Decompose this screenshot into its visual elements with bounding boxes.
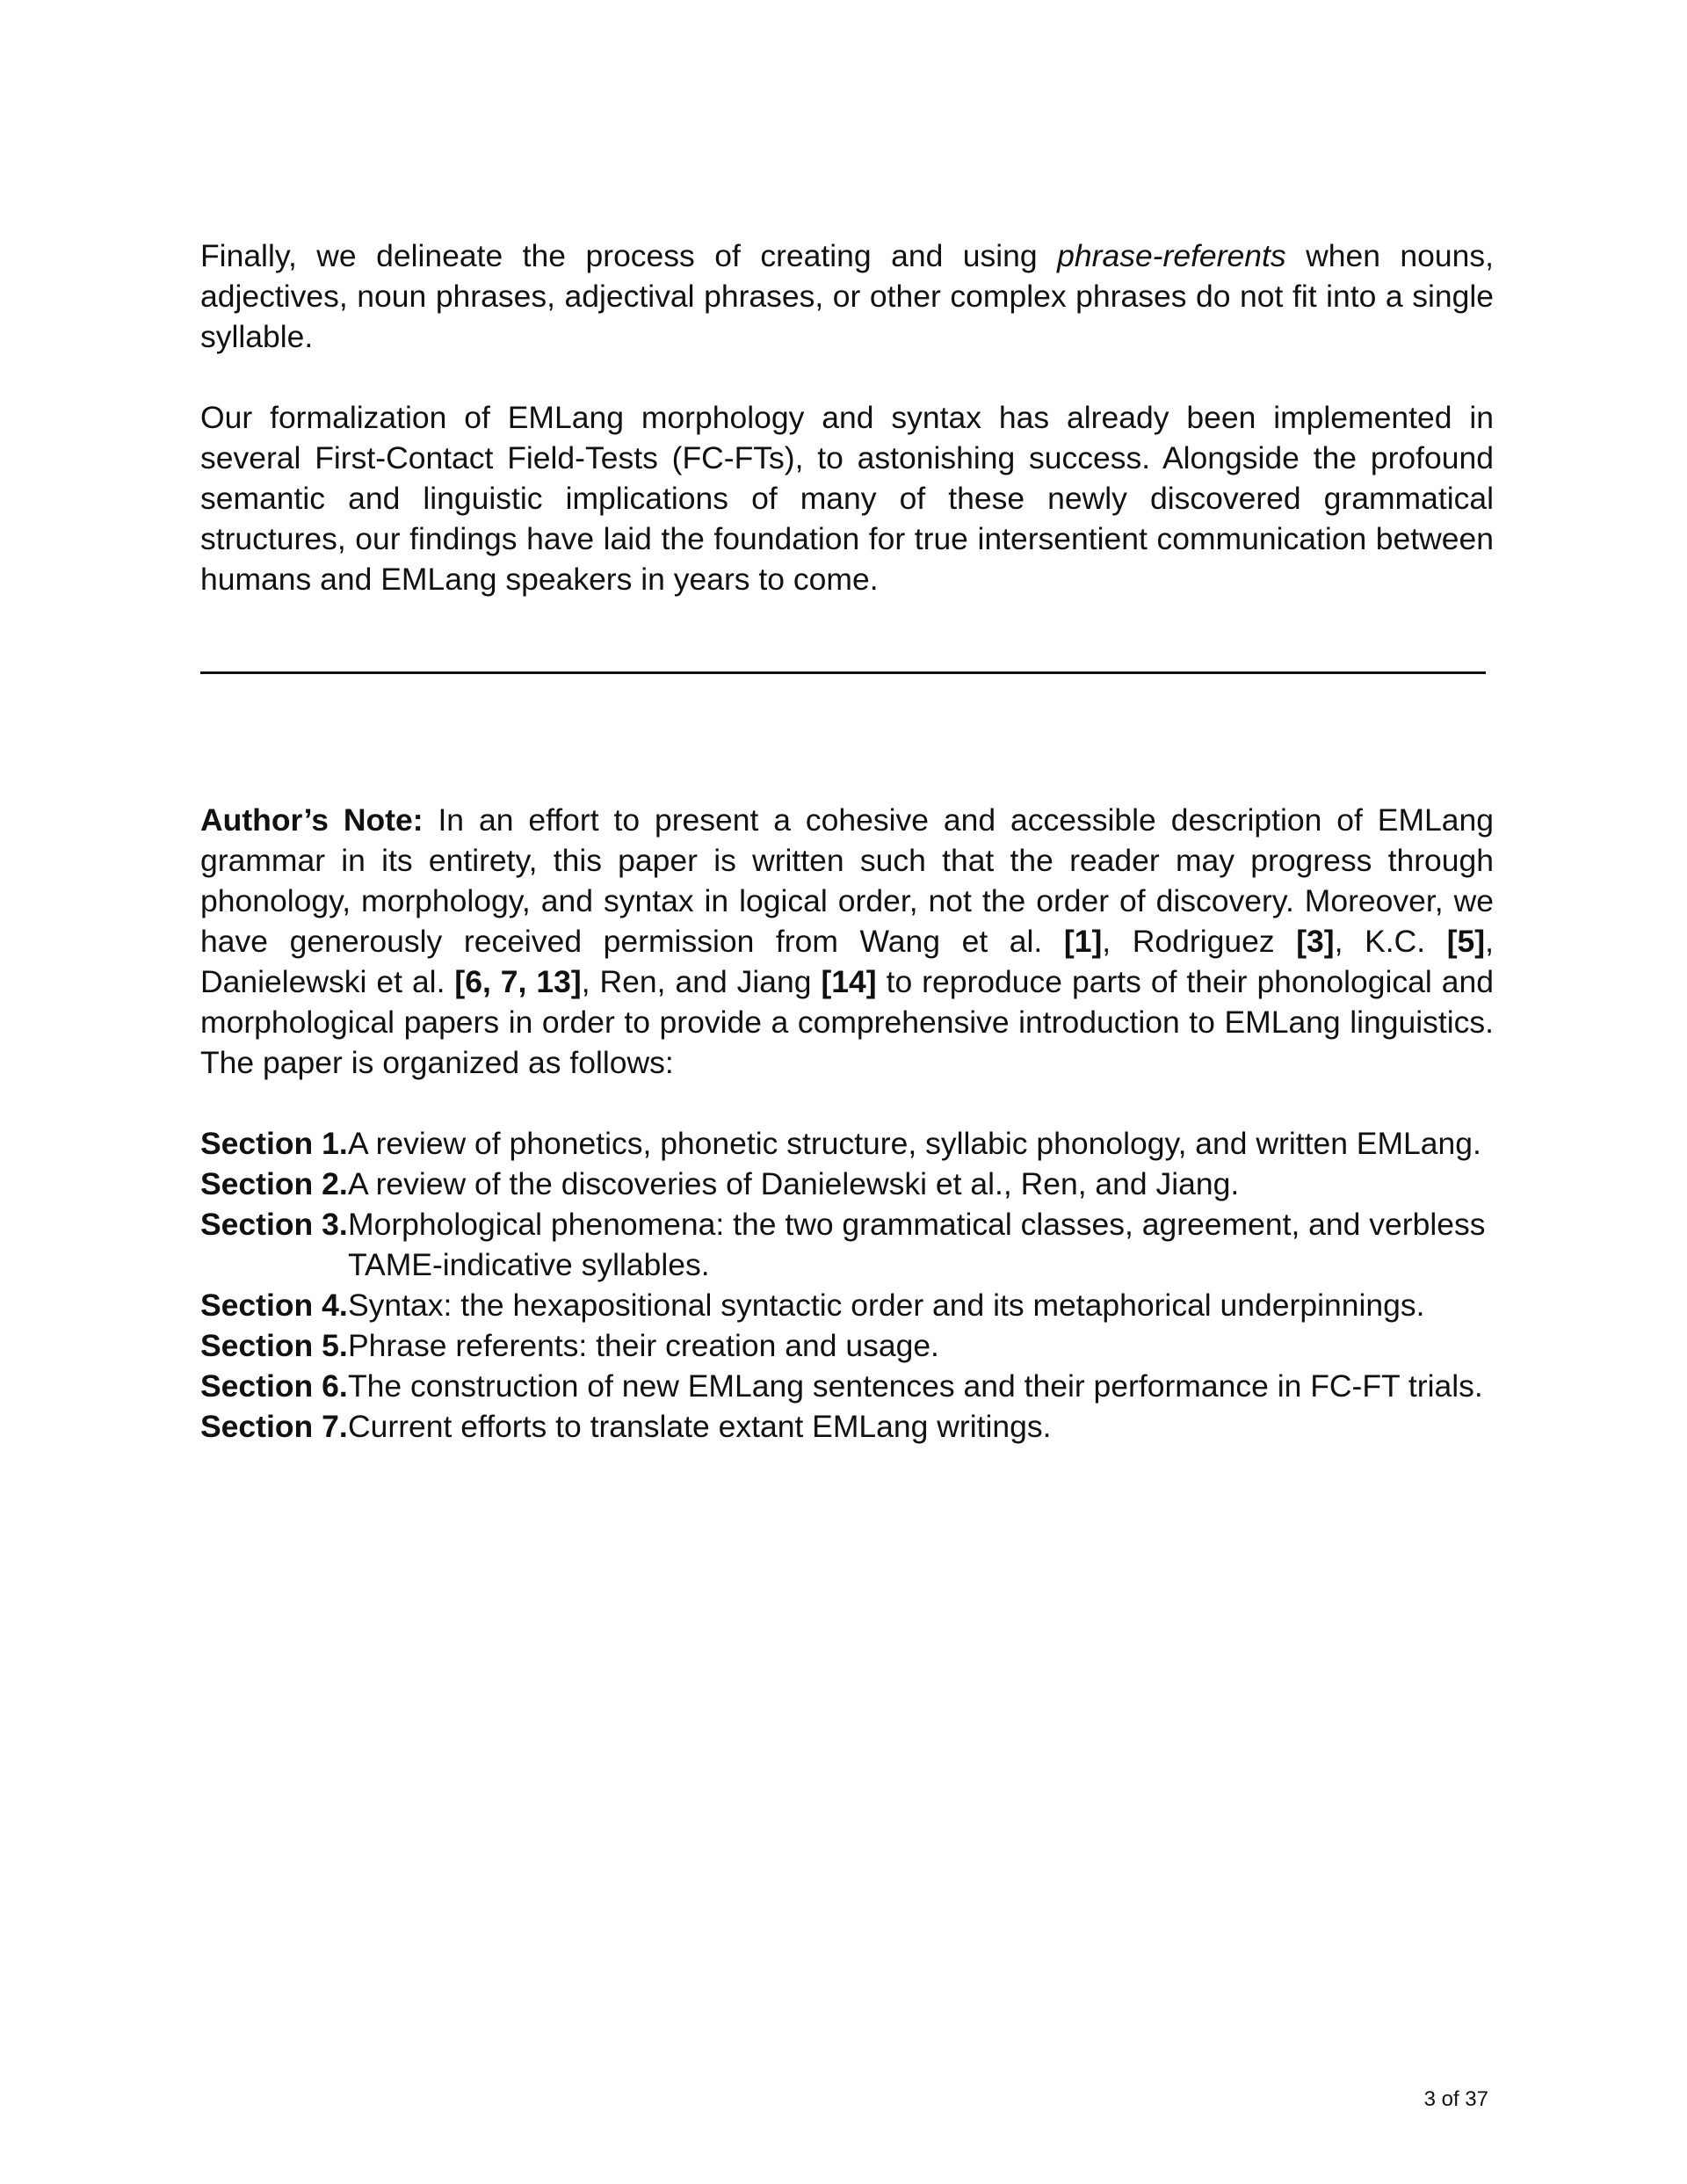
authors-note-text: , Ren, and Jiang — [581, 964, 822, 999]
section-description: The construction of new EMLang sentences and their performance in FC-FT trials. — [348, 1368, 1483, 1404]
section-description: A review of phonetics, phonetic structure, syllabic phonology, and written EMLang. — [348, 1126, 1481, 1161]
section-outline-item — [200, 1366, 1494, 1406]
section-outline-item — [200, 1406, 1494, 1447]
section-description: Current efforts to translate extant EMLang writings. — [348, 1409, 1052, 1444]
authors-note-text: to reproduce parts of their phonological and morphological papers in order to provide a comprehensive introduction to EMLang linguistics. The paper is organized as follows: — [200, 964, 1494, 1080]
authors-note-text: In an effort to present a cohesive and accessible description of EMLang grammar in its entirety, this paper is written such that the reader may progress through phonology, morphology, and syntax in logical order, not the order of discovery. Moreover, we have generously received permission from Wang et al. — [200, 802, 1494, 959]
section-description: Phrase referents: their creation and usage. — [348, 1328, 939, 1363]
section-description: Morphological phenomena: the two grammatical classes, agreement, and verbless TAME-indicative syllables. — [348, 1207, 1486, 1282]
authors-note-text: , Rodriguez — [1102, 924, 1297, 959]
citation-ref: [14] — [821, 964, 877, 999]
authors-note-text: , K.C. — [1334, 924, 1447, 959]
section-outline-list — [200, 1123, 1494, 1447]
section-label: Section 5. — [200, 1328, 348, 1363]
intro-p1-text-end: when nouns, adjectives, noun phrases, adjectival phrases, or other complex phrases do not fit into a single syllable. — [200, 238, 1494, 354]
intro-text — [200, 236, 1494, 599]
section-outline-item — [200, 1285, 1494, 1325]
intro-paragraph-2: Our formalization of EMLang morphology and syntax has already been implemented in several First-Contact Field-Tests (FC-FTs), to astonishing success. Alongside the profound semantic and linguistic implications of many of these newly discovered grammatical structures, our findings have laid the foundation for true intersentient communication between humans and EMLang speakers in years to come. — [200, 400, 1494, 597]
citation-ref: [3] — [1296, 924, 1335, 959]
authors-note-text: , Danielewski et al. — [200, 924, 1494, 999]
section-description: Syntax: the hexapositional syntactic order and its metaphorical underpinnings. — [348, 1288, 1425, 1323]
phrase-referents-term: phrase-referents — [1057, 238, 1286, 273]
citation-ref: [1] — [1063, 924, 1103, 959]
authors-note-paragraph — [200, 800, 1494, 1083]
section-outline-item — [200, 1325, 1494, 1366]
authors-note-label: Author’s Note: — [200, 802, 424, 838]
citation-ref: [6, 7, 13] — [454, 964, 582, 999]
paragraph-gap — [200, 357, 1494, 397]
section-label: Section 4. — [200, 1288, 348, 1323]
citation-ref: [5] — [1446, 924, 1486, 959]
page-number: 3 of 37 — [1423, 2087, 1488, 2111]
section-description: A review of the discoveries of Danielewski et al., Ren, and Jiang. — [348, 1166, 1240, 1201]
horizontal-rule — [200, 671, 1486, 674]
section-label: Section 7. — [200, 1409, 348, 1444]
section-label: Section 1. — [200, 1126, 348, 1161]
section-outline-item — [200, 1123, 1494, 1164]
authors-note-block — [200, 800, 1494, 1447]
intro-paragraph-1 — [200, 236, 1494, 357]
section-outline-item — [200, 1164, 1494, 1204]
section-outline-item — [200, 1204, 1494, 1285]
section-label: Section 3. — [200, 1207, 348, 1242]
intro-p1-text: Finally, we delineate the process of creating and using — [200, 238, 1058, 273]
section-label: Section 2. — [200, 1166, 348, 1201]
section-label: Section 6. — [200, 1368, 348, 1404]
